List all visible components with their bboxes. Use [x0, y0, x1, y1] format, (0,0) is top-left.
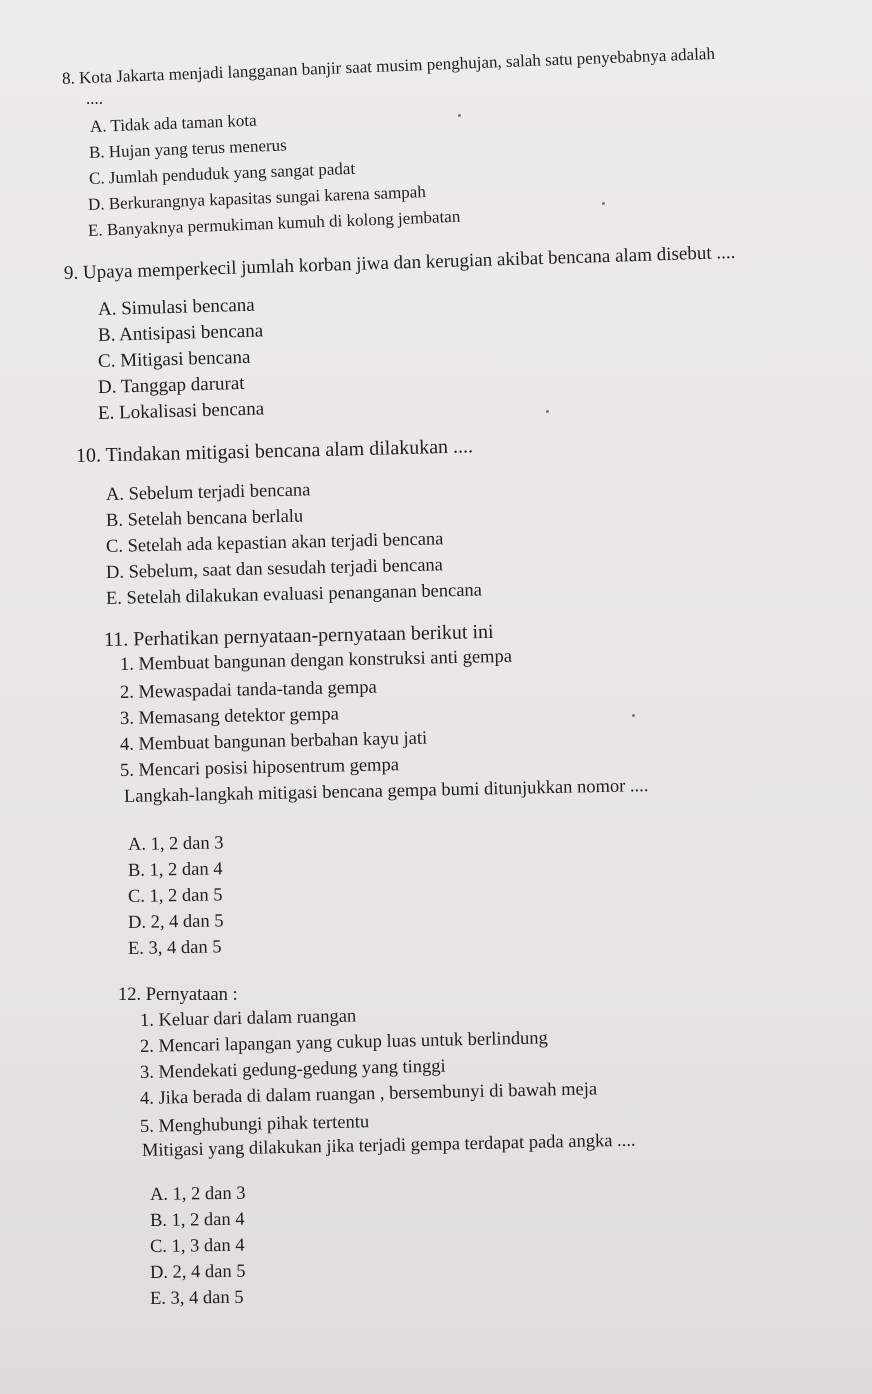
paper-speck [458, 114, 461, 117]
paper-speck [602, 202, 605, 205]
q12-option-b: B. 1, 2 dan 4 [149, 1209, 245, 1231]
q11-prompt: Langkah-langkah mitigasi bencana gempa bumi ditunjukkan nomor .... [123, 776, 649, 807]
q11-option-e: E. 3, 4 dan 5 [127, 937, 222, 959]
q9-option-e: E. Lokalisasi bencana [97, 398, 265, 424]
q8-option-b: B. Hujan yang terus menerus [88, 135, 288, 162]
q8-option-a: A. Tidak ada taman kota [89, 110, 257, 136]
q12-option-a: A. 1, 2 dan 3 [149, 1183, 246, 1205]
q10-option-a: A. Sebelum terjadi bencana [105, 480, 311, 505]
q11-statement-4: 4. Membuat bangunan berbahan kayu jati [119, 728, 428, 755]
paper-speck [546, 410, 549, 413]
question-9-stem: 9. Upaya memperkecil jumlah korban jiwa dan kerugian akibat bencana alam disebut .... [63, 241, 736, 284]
q10-option-e: E. Setelah dilakukan evaluasi penanganan bencana [105, 580, 483, 609]
q12-option-c: C. 1, 3 dan 4 [149, 1235, 245, 1257]
q8-option-c: C. Jumlah penduduk yang sangat padat [88, 158, 356, 188]
q10-option-d: D. Sebelum, saat dan sesudah terjadi bencana [105, 555, 444, 583]
q12-statement-5: 5. Menghubungi pihak tertentu [139, 1112, 370, 1137]
question-8-stem-continuation: .... [86, 89, 103, 108]
q12-statement-4: 4. Jika berada di dalam ruangan , bersembunyi di bawah meja [139, 1079, 598, 1109]
question-8-stem: 8. Kota Jakarta menjadi langganan banjir saat musim penghujan, salah satu penyebabnya adalah [61, 43, 716, 88]
q8-option-d: D. Berkurangnya kapasitas sungai karena sampah [87, 182, 427, 214]
q12-statement-3: 3. Mendekati gedung-gedung yang tinggi [139, 1056, 446, 1083]
q10-option-c: C. Setelah ada kepastian akan terjadi bencana [105, 529, 444, 557]
paper-speck [632, 714, 635, 717]
question-11-stem: 11. Perhatikan pernyataan-pernyataan berikut ini [103, 620, 494, 651]
q12-prompt: Mitigasi yang dilakukan jika terjadi gempa terdapat pada angka .... [141, 1130, 636, 1161]
q11-statement-5: 5. Mencari posisi hiposentrum gempa [119, 755, 400, 781]
question-12-stem: 12. Pernyataan : [118, 985, 238, 1005]
q12-statement-2: 2. Mencari lapangan yang cukup luas untuk berlindung [139, 1028, 549, 1057]
q11-option-a: A. 1, 2 dan 3 [127, 833, 224, 855]
q12-option-d: D. 2, 4 dan 5 [149, 1261, 246, 1283]
q11-statement-3: 3. Memasang detektor gempa [119, 704, 340, 729]
q11-option-c: C. 1, 2 dan 5 [127, 885, 223, 907]
q10-option-b: B. Setelah bencana berlalu [105, 506, 304, 531]
q8-option-e: E. Banyaknya permukiman kumuh di kolong jembatan [87, 206, 461, 240]
q9-option-a: A. Simulasi bencana [97, 294, 255, 320]
q11-statement-1: 1. Membuat bangunan dengan konstruksi anti gempa [119, 646, 513, 675]
q9-option-b: B. Antisipasi bencana [97, 320, 264, 346]
q11-option-b: B. 1, 2 dan 4 [127, 859, 223, 881]
q11-option-d: D. 2, 4 dan 5 [127, 911, 224, 933]
q9-option-d: D. Tanggap darurat [97, 372, 245, 398]
q12-option-e: E. 3, 4 dan 5 [149, 1287, 244, 1309]
question-10-stem: 10. Tindakan mitigasi bencana alam dilakukan .... [75, 435, 474, 467]
q11-statement-2: 2. Mewaspadai tanda-tanda gempa [119, 677, 377, 703]
q9-option-c: C. Mitigasi bencana [97, 346, 251, 372]
q12-statement-1: 1. Keluar dari dalam ruangan [139, 1006, 357, 1031]
